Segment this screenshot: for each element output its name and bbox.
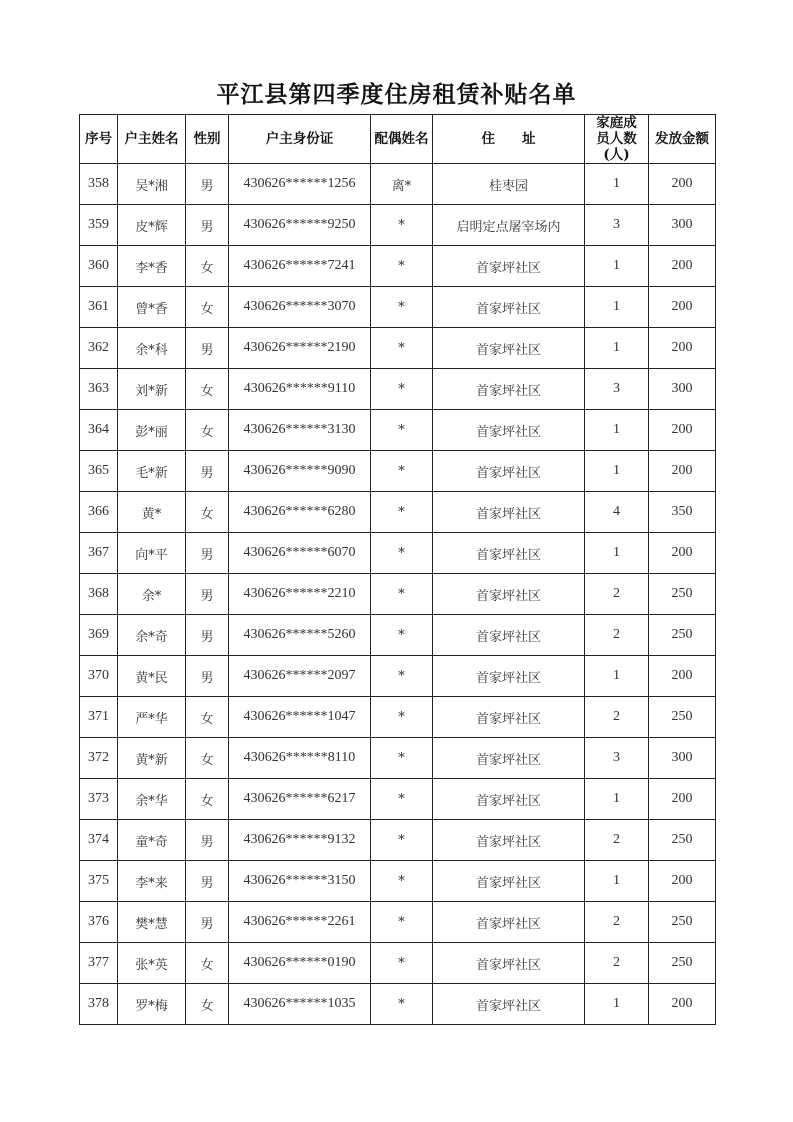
header-amount: 发放金额 bbox=[649, 115, 716, 164]
cell-address: 首家坪社区 bbox=[433, 369, 585, 410]
table-row bbox=[80, 943, 716, 984]
cell-gender: 男 bbox=[186, 861, 229, 902]
cell-address: 首家坪社区 bbox=[433, 533, 585, 574]
cell-family-size: 1 bbox=[585, 164, 649, 205]
cell-id-number: 430626******3070 bbox=[229, 287, 371, 328]
page-title: 平江县第四季度住房租赁补贴名单 bbox=[216, 81, 577, 108]
cell-address: 首家坪社区 bbox=[433, 451, 585, 492]
cell-index: 360 bbox=[80, 246, 118, 287]
cell-owner-name: 皮*辉 bbox=[118, 205, 186, 246]
cell-family-size: 1 bbox=[585, 779, 649, 820]
cell-amount: 300 bbox=[649, 738, 716, 779]
cell-id-number: 430626******0190 bbox=[229, 943, 371, 984]
cell-amount: 200 bbox=[649, 410, 716, 451]
cell-address: 首家坪社区 bbox=[433, 738, 585, 779]
cell-index: 367 bbox=[80, 533, 118, 574]
table-row bbox=[80, 164, 716, 205]
cell-family-size: 3 bbox=[585, 369, 649, 410]
table-row bbox=[80, 738, 716, 779]
table-row bbox=[80, 369, 716, 410]
cell-owner-name: 严*华 bbox=[118, 697, 186, 738]
table-row bbox=[80, 492, 716, 533]
cell-id-number: 430626******9250 bbox=[229, 205, 371, 246]
table-row bbox=[80, 574, 716, 615]
cell-owner-name: 罗*梅 bbox=[118, 984, 186, 1025]
cell-index: 378 bbox=[80, 984, 118, 1025]
cell-spouse-name: 离* bbox=[371, 164, 433, 205]
cell-address: 首家坪社区 bbox=[433, 943, 585, 984]
cell-index: 373 bbox=[80, 779, 118, 820]
cell-amount: 200 bbox=[649, 656, 716, 697]
cell-amount: 200 bbox=[649, 328, 716, 369]
cell-index: 369 bbox=[80, 615, 118, 656]
cell-gender: 男 bbox=[186, 656, 229, 697]
cell-spouse-name: * bbox=[371, 820, 433, 861]
cell-amount: 200 bbox=[649, 533, 716, 574]
cell-spouse-name: * bbox=[371, 738, 433, 779]
cell-owner-name: 余*科 bbox=[118, 328, 186, 369]
cell-owner-name: 黄* bbox=[118, 492, 186, 533]
cell-amount: 300 bbox=[649, 205, 716, 246]
cell-spouse-name: * bbox=[371, 615, 433, 656]
cell-owner-name: 余*奇 bbox=[118, 615, 186, 656]
cell-amount: 250 bbox=[649, 697, 716, 738]
cell-family-size: 2 bbox=[585, 615, 649, 656]
cell-gender: 女 bbox=[186, 943, 229, 984]
cell-family-size: 1 bbox=[585, 984, 649, 1025]
table-row bbox=[80, 902, 716, 943]
cell-spouse-name: * bbox=[371, 451, 433, 492]
cell-gender: 女 bbox=[186, 369, 229, 410]
cell-id-number: 430626******3130 bbox=[229, 410, 371, 451]
cell-owner-name: 黄*民 bbox=[118, 656, 186, 697]
cell-id-number: 430626******3150 bbox=[229, 861, 371, 902]
cell-id-number: 430626******2261 bbox=[229, 902, 371, 943]
cell-amount: 200 bbox=[649, 861, 716, 902]
cell-family-size: 1 bbox=[585, 246, 649, 287]
table-row bbox=[80, 328, 716, 369]
cell-family-size: 1 bbox=[585, 410, 649, 451]
cell-owner-name: 吴*湘 bbox=[118, 164, 186, 205]
cell-owner-name: 刘*新 bbox=[118, 369, 186, 410]
cell-address: 首家坪社区 bbox=[433, 697, 585, 738]
cell-id-number: 430626******1256 bbox=[229, 164, 371, 205]
table-row bbox=[80, 615, 716, 656]
cell-amount: 200 bbox=[649, 287, 716, 328]
cell-gender: 女 bbox=[186, 246, 229, 287]
cell-address: 首家坪社区 bbox=[433, 615, 585, 656]
cell-family-size: 1 bbox=[585, 328, 649, 369]
cell-owner-name: 曾*香 bbox=[118, 287, 186, 328]
cell-index: 372 bbox=[80, 738, 118, 779]
cell-gender: 男 bbox=[186, 451, 229, 492]
cell-address: 首家坪社区 bbox=[433, 328, 585, 369]
cell-id-number: 430626******2210 bbox=[229, 574, 371, 615]
cell-amount: 200 bbox=[649, 779, 716, 820]
cell-address: 首家坪社区 bbox=[433, 984, 585, 1025]
table-row bbox=[80, 287, 716, 328]
cell-spouse-name: * bbox=[371, 328, 433, 369]
cell-index: 361 bbox=[80, 287, 118, 328]
header-spouse-name: 配偶姓名 bbox=[371, 115, 433, 164]
cell-family-size: 2 bbox=[585, 697, 649, 738]
cell-id-number: 430626******9110 bbox=[229, 369, 371, 410]
cell-id-number: 430626******1047 bbox=[229, 697, 371, 738]
cell-id-number: 430626******1035 bbox=[229, 984, 371, 1025]
cell-family-size: 2 bbox=[585, 574, 649, 615]
cell-spouse-name: * bbox=[371, 697, 433, 738]
cell-gender: 女 bbox=[186, 779, 229, 820]
cell-address: 首家坪社区 bbox=[433, 820, 585, 861]
cell-gender: 男 bbox=[186, 615, 229, 656]
cell-spouse-name: * bbox=[371, 287, 433, 328]
cell-id-number: 430626******6070 bbox=[229, 533, 371, 574]
cell-family-size: 1 bbox=[585, 287, 649, 328]
cell-amount: 300 bbox=[649, 369, 716, 410]
cell-spouse-name: * bbox=[371, 492, 433, 533]
cell-spouse-name: * bbox=[371, 574, 433, 615]
cell-spouse-name: * bbox=[371, 984, 433, 1025]
cell-gender: 女 bbox=[186, 410, 229, 451]
cell-family-size: 3 bbox=[585, 205, 649, 246]
cell-owner-name: 黄*新 bbox=[118, 738, 186, 779]
table-row bbox=[80, 246, 716, 287]
cell-index: 376 bbox=[80, 902, 118, 943]
cell-id-number: 430626******2097 bbox=[229, 656, 371, 697]
cell-amount: 250 bbox=[649, 820, 716, 861]
cell-amount: 250 bbox=[649, 615, 716, 656]
cell-address: 首家坪社区 bbox=[433, 246, 585, 287]
cell-gender: 男 bbox=[186, 164, 229, 205]
cell-gender: 女 bbox=[186, 492, 229, 533]
cell-id-number: 430626******2190 bbox=[229, 328, 371, 369]
cell-owner-name: 毛*新 bbox=[118, 451, 186, 492]
cell-address: 首家坪社区 bbox=[433, 287, 585, 328]
cell-family-size: 1 bbox=[585, 451, 649, 492]
cell-address: 启明定点屠宰场内 bbox=[433, 205, 585, 246]
cell-address: 首家坪社区 bbox=[433, 656, 585, 697]
cell-family-size: 4 bbox=[585, 492, 649, 533]
cell-amount: 200 bbox=[649, 451, 716, 492]
cell-gender: 女 bbox=[186, 287, 229, 328]
cell-index: 366 bbox=[80, 492, 118, 533]
cell-owner-name: 童*奇 bbox=[118, 820, 186, 861]
cell-owner-name: 李*来 bbox=[118, 861, 186, 902]
cell-index: 371 bbox=[80, 697, 118, 738]
cell-gender: 男 bbox=[186, 574, 229, 615]
cell-amount: 250 bbox=[649, 902, 716, 943]
cell-id-number: 430626******5260 bbox=[229, 615, 371, 656]
cell-amount: 350 bbox=[649, 492, 716, 533]
cell-id-number: 430626******6280 bbox=[229, 492, 371, 533]
table-row bbox=[80, 779, 716, 820]
cell-amount: 250 bbox=[649, 574, 716, 615]
cell-index: 358 bbox=[80, 164, 118, 205]
cell-owner-name: 樊*慧 bbox=[118, 902, 186, 943]
cell-owner-name: 余* bbox=[118, 574, 186, 615]
header-gender: 性别 bbox=[186, 115, 229, 164]
cell-family-size: 2 bbox=[585, 820, 649, 861]
cell-owner-name: 向*平 bbox=[118, 533, 186, 574]
header-address: 住 址 bbox=[433, 115, 585, 164]
table-row bbox=[80, 984, 716, 1025]
cell-gender: 女 bbox=[186, 738, 229, 779]
table-row bbox=[80, 205, 716, 246]
cell-gender: 男 bbox=[186, 205, 229, 246]
cell-spouse-name: * bbox=[371, 861, 433, 902]
cell-owner-name: 余*华 bbox=[118, 779, 186, 820]
cell-spouse-name: * bbox=[371, 533, 433, 574]
cell-family-size: 2 bbox=[585, 902, 649, 943]
cell-address: 首家坪社区 bbox=[433, 574, 585, 615]
cell-id-number: 430626******9090 bbox=[229, 451, 371, 492]
cell-gender: 男 bbox=[186, 902, 229, 943]
cell-family-size: 3 bbox=[585, 738, 649, 779]
cell-index: 364 bbox=[80, 410, 118, 451]
cell-family-size: 1 bbox=[585, 656, 649, 697]
cell-spouse-name: * bbox=[371, 902, 433, 943]
table-row bbox=[80, 697, 716, 738]
header-family-size: 家庭成员人数(人) bbox=[585, 115, 649, 164]
table-row bbox=[80, 820, 716, 861]
cell-spouse-name: * bbox=[371, 779, 433, 820]
cell-index: 362 bbox=[80, 328, 118, 369]
header-row bbox=[80, 115, 716, 164]
table-row bbox=[80, 410, 716, 451]
cell-index: 370 bbox=[80, 656, 118, 697]
cell-owner-name: 彭*丽 bbox=[118, 410, 186, 451]
cell-amount: 250 bbox=[649, 943, 716, 984]
cell-gender: 男 bbox=[186, 328, 229, 369]
header-index: 序号 bbox=[80, 115, 118, 164]
cell-index: 377 bbox=[80, 943, 118, 984]
table-row bbox=[80, 451, 716, 492]
cell-owner-name: 李*香 bbox=[118, 246, 186, 287]
cell-gender: 男 bbox=[186, 820, 229, 861]
cell-address: 首家坪社区 bbox=[433, 902, 585, 943]
table-row bbox=[80, 656, 716, 697]
cell-index: 363 bbox=[80, 369, 118, 410]
cell-address: 桂枣园 bbox=[433, 164, 585, 205]
table-row bbox=[80, 533, 716, 574]
cell-index: 365 bbox=[80, 451, 118, 492]
cell-owner-name: 张*英 bbox=[118, 943, 186, 984]
cell-spouse-name: * bbox=[371, 246, 433, 287]
cell-gender: 男 bbox=[186, 533, 229, 574]
cell-amount: 200 bbox=[649, 984, 716, 1025]
cell-family-size: 1 bbox=[585, 861, 649, 902]
cell-spouse-name: * bbox=[371, 369, 433, 410]
subsidy-table bbox=[79, 114, 716, 1025]
cell-id-number: 430626******8110 bbox=[229, 738, 371, 779]
cell-gender: 女 bbox=[186, 984, 229, 1025]
header-owner-name: 户主姓名 bbox=[118, 115, 186, 164]
cell-id-number: 430626******9132 bbox=[229, 820, 371, 861]
cell-family-size: 1 bbox=[585, 533, 649, 574]
cell-id-number: 430626******6217 bbox=[229, 779, 371, 820]
cell-address: 首家坪社区 bbox=[433, 779, 585, 820]
cell-index: 368 bbox=[80, 574, 118, 615]
table-row bbox=[80, 861, 716, 902]
cell-index: 375 bbox=[80, 861, 118, 902]
cell-family-size: 2 bbox=[585, 943, 649, 984]
cell-index: 359 bbox=[80, 205, 118, 246]
cell-address: 首家坪社区 bbox=[433, 492, 585, 533]
cell-amount: 200 bbox=[649, 246, 716, 287]
cell-address: 首家坪社区 bbox=[433, 861, 585, 902]
cell-index: 374 bbox=[80, 820, 118, 861]
cell-gender: 女 bbox=[186, 697, 229, 738]
cell-amount: 200 bbox=[649, 164, 716, 205]
cell-id-number: 430626******7241 bbox=[229, 246, 371, 287]
cell-spouse-name: * bbox=[371, 656, 433, 697]
cell-spouse-name: * bbox=[371, 205, 433, 246]
cell-address: 首家坪社区 bbox=[433, 410, 585, 451]
cell-spouse-name: * bbox=[371, 943, 433, 984]
header-id-number: 户主身份证 bbox=[229, 115, 371, 164]
cell-spouse-name: * bbox=[371, 410, 433, 451]
